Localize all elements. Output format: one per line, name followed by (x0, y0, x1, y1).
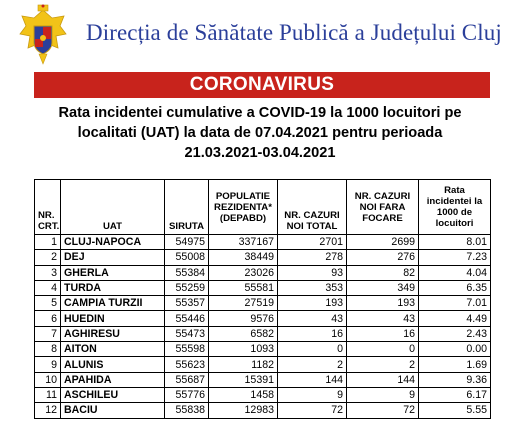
siruta-code: 55623 (165, 357, 209, 372)
cases-no-outbreak: 349 (347, 280, 419, 295)
incidence-rate: 0.00 (419, 342, 491, 357)
incidence-rate: 6.17 (419, 387, 491, 402)
table-header-row (35, 180, 491, 235)
row-number: 3 (35, 265, 61, 280)
incidence-rate: 9.36 (419, 372, 491, 387)
population: 337167 (209, 235, 278, 250)
cases-no-outbreak: 276 (347, 250, 419, 265)
col-header-populatie: POPULATIE REZIDENTA* (DEPABD) (209, 180, 278, 235)
siruta-code: 55384 (165, 265, 209, 280)
population: 1182 (209, 357, 278, 372)
uat-name: GHERLA (61, 265, 165, 280)
uat-name: ASCHILEU (61, 387, 165, 402)
title-line-2: localitati (UAT) la data de 07.04.2021 pentru perioada (77, 125, 443, 141)
col-header-cazuri-fara-focare: NR. CAZURI NOI FARA FOCARE (347, 180, 419, 235)
cases-no-outbreak: 72 (347, 403, 419, 418)
siruta-code: 55776 (165, 387, 209, 402)
cases-no-outbreak: 2699 (347, 235, 419, 250)
col-header-rata: Rata incidentei la 1000 de locuitori (419, 180, 491, 235)
table-row (35, 250, 491, 265)
incidence-rate: 8.01 (419, 235, 491, 250)
incidence-rate: 4.04 (419, 265, 491, 280)
table-row (35, 311, 491, 326)
cases-total: 9 (278, 387, 347, 402)
row-number: 6 (35, 311, 61, 326)
uat-name: AITON (61, 342, 165, 357)
cases-no-outbreak: 193 (347, 296, 419, 311)
table-row (35, 326, 491, 341)
row-number: 11 (35, 387, 61, 402)
uat-name: APAHIDA (61, 372, 165, 387)
row-number: 12 (35, 403, 61, 418)
population: 23026 (209, 265, 278, 280)
cases-total: 353 (278, 280, 347, 295)
cases-no-outbreak: 43 (347, 311, 419, 326)
title-line-3: 21.03.2021-03.04.2021 (184, 145, 336, 161)
uat-name: BACIU (61, 403, 165, 418)
incidence-rate: 7.23 (419, 250, 491, 265)
cases-no-outbreak: 144 (347, 372, 419, 387)
cases-total: 278 (278, 250, 347, 265)
population: 55581 (209, 280, 278, 295)
title-line-1: Rata incidentei cumulative a COVID-19 la 1000 locuitori pe (58, 105, 462, 121)
siruta-code: 55473 (165, 326, 209, 341)
siruta-code: 55687 (165, 372, 209, 387)
cases-no-outbreak: 16 (347, 326, 419, 341)
incidence-rate: 5.55 (419, 403, 491, 418)
population: 12983 (209, 403, 278, 418)
incidence-rate: 2.43 (419, 326, 491, 341)
report-title (20, 103, 500, 163)
cases-total: 2 (278, 357, 347, 372)
table-row (35, 357, 491, 372)
cases-no-outbreak: 9 (347, 387, 419, 402)
row-number: 9 (35, 357, 61, 372)
cases-total: 2701 (278, 235, 347, 250)
agency-name: Direcția de Sănătate Publică a Județului Cluj (86, 20, 502, 45)
table-row (35, 387, 491, 402)
incidence-rate: 7.01 (419, 296, 491, 311)
siruta-code: 55008 (165, 250, 209, 265)
table-row (35, 342, 491, 357)
siruta-code: 55838 (165, 403, 209, 418)
uat-name: CLUJ-NAPOCA (61, 235, 165, 250)
row-number: 5 (35, 296, 61, 311)
population: 38449 (209, 250, 278, 265)
row-number: 7 (35, 326, 61, 341)
uat-name: AGHIRESU (61, 326, 165, 341)
cases-total: 72 (278, 403, 347, 418)
population: 9576 (209, 311, 278, 326)
siruta-code: 55446 (165, 311, 209, 326)
header (0, 0, 520, 72)
siruta-code: 55357 (165, 296, 209, 311)
cases-total: 16 (278, 326, 347, 341)
cases-no-outbreak: 82 (347, 265, 419, 280)
table-row (35, 265, 491, 280)
siruta-code: 55598 (165, 342, 209, 357)
population: 1458 (209, 387, 278, 402)
romania-coat-of-arms-icon (14, 4, 72, 66)
cases-no-outbreak: 0 (347, 342, 419, 357)
cases-total: 0 (278, 342, 347, 357)
row-number: 4 (35, 280, 61, 295)
row-number: 8 (35, 342, 61, 357)
incidence-rate: 4.49 (419, 311, 491, 326)
table-row (35, 235, 491, 250)
population: 15391 (209, 372, 278, 387)
uat-name: TURDA (61, 280, 165, 295)
uat-name: ALUNIS (61, 357, 165, 372)
row-number: 1 (35, 235, 61, 250)
col-header-cazuri-total: NR. CAZURI NOI TOTAL (278, 180, 347, 235)
population: 1093 (209, 342, 278, 357)
table-row (35, 372, 491, 387)
col-header-uat: UAT (61, 180, 165, 235)
uat-name: CAMPIA TURZII (61, 296, 165, 311)
cases-no-outbreak: 2 (347, 357, 419, 372)
cases-total: 93 (278, 265, 347, 280)
col-header-siruta: SIRUTA (165, 180, 209, 235)
table-row (35, 296, 491, 311)
table-row (35, 280, 491, 295)
row-number: 2 (35, 250, 61, 265)
uat-name: DEJ (61, 250, 165, 265)
cases-total: 144 (278, 372, 347, 387)
population: 6582 (209, 326, 278, 341)
incidence-table (34, 179, 491, 419)
population: 27519 (209, 296, 278, 311)
coronavirus-banner: CORONAVIRUS (34, 72, 490, 98)
incidence-rate: 6.35 (419, 280, 491, 295)
cases-total: 43 (278, 311, 347, 326)
uat-name: HUEDIN (61, 311, 165, 326)
siruta-code: 54975 (165, 235, 209, 250)
table-row (35, 403, 491, 418)
row-number: 10 (35, 372, 61, 387)
col-header-nr: NR. CRT. (35, 180, 61, 235)
siruta-code: 55259 (165, 280, 209, 295)
incidence-rate: 1.69 (419, 357, 491, 372)
cases-total: 193 (278, 296, 347, 311)
